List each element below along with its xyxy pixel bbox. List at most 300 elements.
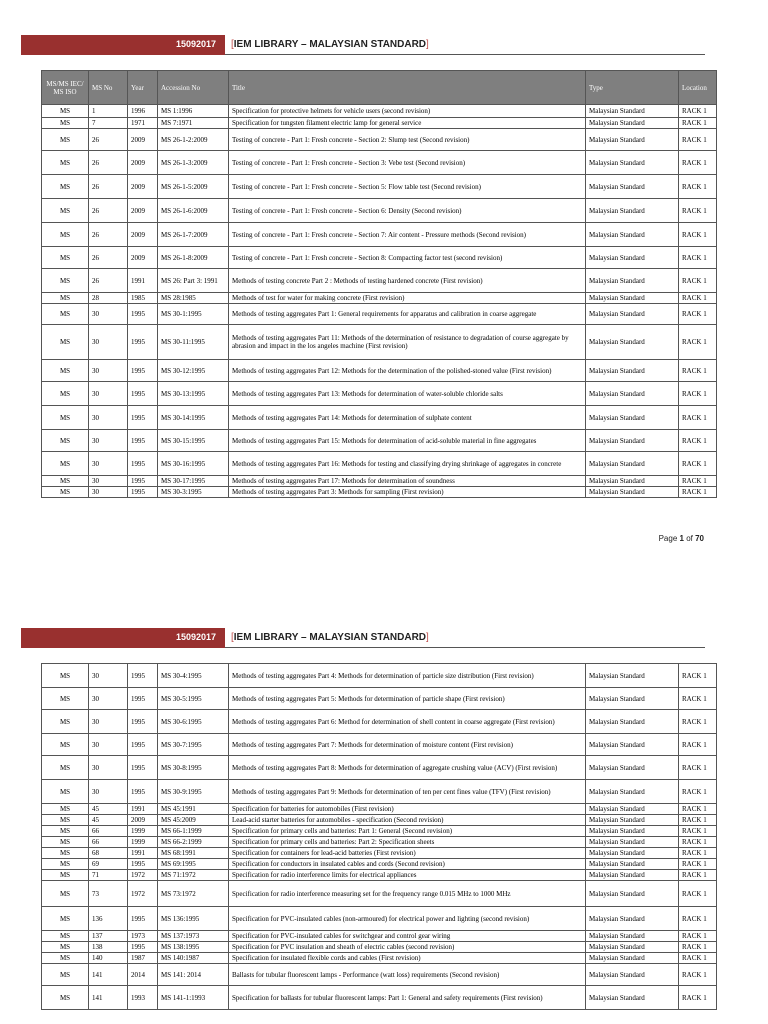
table-row — [42, 664, 717, 688]
table-row — [42, 815, 717, 826]
cell-title: Methods of testing aggregates Part 7: Methods for determination of moisture content (First revision) — [229, 734, 586, 756]
cell-ms-no: 141 — [89, 964, 128, 986]
cell-ms-no: 30 — [89, 430, 128, 452]
cell-title: Methods of testing aggregates Part 16: Methods for testing and classifying drying shrinkage of aggregates in concrete — [229, 452, 586, 476]
cell-type: Malaysian Standard — [586, 247, 679, 269]
cell-accession-no: MS 141: 2014 — [158, 964, 229, 986]
cell-ms-type: MS — [42, 848, 89, 859]
cell-location: RACK 1 — [679, 664, 717, 688]
cell-accession-no: MS 26-1-3:2009 — [158, 151, 229, 175]
header-code: 15092017 — [176, 632, 217, 642]
cell-ms-no: 30 — [89, 780, 128, 804]
cell-ms-type: MS — [42, 223, 89, 247]
cell-ms-type: MS — [42, 293, 89, 304]
cell-accession-no: MS 30-4:1995 — [158, 664, 229, 688]
cell-location: RACK 1 — [679, 859, 717, 870]
cell-ms-type: MS — [42, 804, 89, 815]
cell-ms-type: MS — [42, 964, 89, 986]
cell-type: Malaysian Standard — [586, 953, 679, 964]
col-header: Accession No — [158, 71, 229, 105]
cell-year: 1995 — [128, 476, 158, 487]
cell-type: Malaysian Standard — [586, 151, 679, 175]
cell-accession-no: MS 30-5:1995 — [158, 688, 229, 710]
cell-year: 1996 — [128, 105, 158, 118]
cell-accession-no: MS 30-11:1995 — [158, 325, 229, 360]
cell-title: Specification for tungsten filament electric lamp for general service — [229, 118, 586, 129]
cell-year: 1993 — [128, 986, 158, 1010]
cell-type: Malaysian Standard — [586, 487, 679, 498]
cell-accession-no: MS 138:1995 — [158, 942, 229, 953]
cell-accession-no: MS 30-9:1995 — [158, 780, 229, 804]
cell-ms-no: 7 — [89, 118, 128, 129]
cell-accession-no: MS 30-17:1995 — [158, 476, 229, 487]
cell-title: Methods of testing aggregates Part 1: General requirements for apparatus and calibration in coarse aggregate — [229, 304, 586, 325]
cell-location: RACK 1 — [679, 199, 717, 223]
cell-year: 2009 — [128, 151, 158, 175]
cell-year: 1987 — [128, 953, 158, 964]
cell-ms-type: MS — [42, 199, 89, 223]
cell-type: Malaysian Standard — [586, 848, 679, 859]
cell-ms-type: MS — [42, 756, 89, 780]
cell-year: 2009 — [128, 223, 158, 247]
cell-ms-no: 30 — [89, 756, 128, 780]
cell-title: Methods of testing concrete Part 2 : Methods of testing hardened concrete (First revision) — [229, 269, 586, 293]
cell-location: RACK 1 — [679, 487, 717, 498]
table-row — [42, 953, 717, 964]
cell-type: Malaysian Standard — [586, 452, 679, 476]
cell-ms-no: 26 — [89, 175, 128, 199]
cell-location: RACK 1 — [679, 269, 717, 293]
table-row — [42, 804, 717, 815]
cell-ms-type: MS — [42, 151, 89, 175]
cell-accession-no: MS 30-8:1995 — [158, 756, 229, 780]
cell-title: Specification for PVC insulation and sheath of electric cables (second revision) — [229, 942, 586, 953]
cell-ms-type: MS — [42, 953, 89, 964]
cell-year: 1995 — [128, 487, 158, 498]
cell-accession-no: MS 66-1:1999 — [158, 826, 229, 837]
cell-type: Malaysian Standard — [586, 826, 679, 837]
cell-title: Specification for containers for lead-acid batteries (First revision) — [229, 848, 586, 859]
cell-ms-type: MS — [42, 837, 89, 848]
cell-year: 1995 — [128, 688, 158, 710]
cell-title: Lead-acid starter batteries for automobiles - specification (Second revision) — [229, 815, 586, 826]
cell-title: Specification for PVC-insulated cables (non-armoured) for electrical power and lighting (second revision) — [229, 907, 586, 931]
cell-type: Malaysian Standard — [586, 907, 679, 931]
cell-ms-type: MS — [42, 986, 89, 1010]
cell-location: RACK 1 — [679, 304, 717, 325]
cell-accession-no: MS 69:1995 — [158, 859, 229, 870]
col-header: Location — [679, 71, 717, 105]
cell-ms-type: MS — [42, 129, 89, 151]
table-row — [42, 780, 717, 804]
cell-type: Malaysian Standard — [586, 293, 679, 304]
cell-year: 1995 — [128, 942, 158, 953]
cell-ms-no: 66 — [89, 826, 128, 837]
cell-title: Specification for PVC-insulated cables for switchgear and control gear wiring — [229, 931, 586, 942]
cell-type: Malaysian Standard — [586, 804, 679, 815]
cell-title: Methods of test for water for making concrete (First revision) — [229, 293, 586, 304]
cell-ms-no: 30 — [89, 664, 128, 688]
table-row — [42, 848, 717, 859]
cell-ms-type: MS — [42, 881, 89, 907]
cell-location: RACK 1 — [679, 223, 717, 247]
cell-year: 1991 — [128, 804, 158, 815]
table-row — [42, 734, 717, 756]
cell-type: Malaysian Standard — [586, 942, 679, 953]
header-title-wrap: [IEM LIBRARY – MALAYSIAN STANDARD] — [231, 39, 429, 50]
cell-accession-no: MS 141-1:1993 — [158, 986, 229, 1010]
cell-title: Methods of testing aggregates Part 12: Methods for the determination of the polished-stoned value (First revision) — [229, 360, 586, 382]
cell-title: Specification for batteries for automobiles (First revision) — [229, 804, 586, 815]
cell-title: Methods of testing aggregates Part 3: Methods for sampling (First revision) — [229, 487, 586, 498]
col-header: Year — [128, 71, 158, 105]
cell-year: 1985 — [128, 293, 158, 304]
cell-type: Malaysian Standard — [586, 964, 679, 986]
cell-ms-type: MS — [42, 826, 89, 837]
cell-year: 2009 — [128, 815, 158, 826]
cell-title: Specification for conductors in insulated cables and cords (Second revision) — [229, 859, 586, 870]
cell-year: 1995 — [128, 756, 158, 780]
table-row — [42, 756, 717, 780]
table-row — [42, 710, 717, 734]
cell-accession-no: MS 26-1-8:2009 — [158, 247, 229, 269]
cell-year: 1995 — [128, 325, 158, 360]
cell-location: RACK 1 — [679, 931, 717, 942]
col-header: Type — [586, 71, 679, 105]
cell-ms-no: 30 — [89, 382, 128, 406]
cell-location: RACK 1 — [679, 734, 717, 756]
page-header — [21, 628, 705, 649]
cell-type: Malaysian Standard — [586, 406, 679, 430]
cell-accession-no: MS 45:2009 — [158, 815, 229, 826]
cell-ms-type: MS — [42, 907, 89, 931]
cell-ms-no: 30 — [89, 487, 128, 498]
cell-type: Malaysian Standard — [586, 430, 679, 452]
cell-location: RACK 1 — [679, 247, 717, 269]
cell-accession-no: MS 30-1:1995 — [158, 304, 229, 325]
cell-ms-type: MS — [42, 452, 89, 476]
table-row — [42, 870, 717, 881]
header-title: IEM LIBRARY – MALAYSIAN STANDARD — [233, 39, 427, 50]
cell-accession-no: MS 30-3:1995 — [158, 487, 229, 498]
cell-location: RACK 1 — [679, 815, 717, 826]
cell-type: Malaysian Standard — [586, 360, 679, 382]
cell-ms-no: 69 — [89, 859, 128, 870]
cell-ms-no: 30 — [89, 734, 128, 756]
cell-ms-no: 45 — [89, 815, 128, 826]
cell-year: 1972 — [128, 881, 158, 907]
cell-type: Malaysian Standard — [586, 304, 679, 325]
cell-location: RACK 1 — [679, 710, 717, 734]
cell-type: Malaysian Standard — [586, 837, 679, 848]
cell-location: RACK 1 — [679, 151, 717, 175]
cell-location: RACK 1 — [679, 756, 717, 780]
header-title-wrap: [IEM LIBRARY – MALAYSIAN STANDARD] — [231, 632, 429, 643]
cell-title: Ballasts for tubular fluorescent lamps - Performance (watt loss) requirements (Second revision) — [229, 964, 586, 986]
cell-location: RACK 1 — [679, 129, 717, 151]
cell-ms-no: 30 — [89, 688, 128, 710]
cell-ms-no: 26 — [89, 129, 128, 151]
cell-type: Malaysian Standard — [586, 325, 679, 360]
cell-ms-type: MS — [42, 859, 89, 870]
cell-year: 1999 — [128, 826, 158, 837]
cell-ms-type: MS — [42, 247, 89, 269]
cell-type: Malaysian Standard — [586, 931, 679, 942]
cell-accession-no: MS 26: Part 3: 1991 — [158, 269, 229, 293]
cell-ms-no: 30 — [89, 304, 128, 325]
table-row — [42, 942, 717, 953]
cell-ms-type: MS — [42, 360, 89, 382]
table-row — [42, 931, 717, 942]
header-title: IEM LIBRARY – MALAYSIAN STANDARD — [233, 632, 427, 643]
cell-title: Testing of concrete - Part 1: Fresh concrete - Section 8: Compacting factor test (second revision) — [229, 247, 586, 269]
cell-location: RACK 1 — [679, 964, 717, 986]
cell-ms-no: 30 — [89, 406, 128, 430]
cell-accession-no: MS 7:1971 — [158, 118, 229, 129]
cell-type: Malaysian Standard — [586, 129, 679, 151]
cell-ms-type: MS — [42, 325, 89, 360]
cell-location: RACK 1 — [679, 870, 717, 881]
cell-ms-no: 30 — [89, 360, 128, 382]
cell-type: Malaysian Standard — [586, 382, 679, 406]
cell-type: Malaysian Standard — [586, 223, 679, 247]
cell-location: RACK 1 — [679, 452, 717, 476]
cell-title: Specification for insulated flexible cords and cables (First revision) — [229, 953, 586, 964]
cell-ms-type: MS — [42, 931, 89, 942]
cell-type: Malaysian Standard — [586, 734, 679, 756]
cell-year: 1995 — [128, 780, 158, 804]
cell-location: RACK 1 — [679, 780, 717, 804]
cell-title: Specification for primary cells and batteries: Part 2: Specification sheets — [229, 837, 586, 848]
cell-year: 1995 — [128, 907, 158, 931]
cell-ms-no: 30 — [89, 476, 128, 487]
cell-location: RACK 1 — [679, 837, 717, 848]
cell-ms-type: MS — [42, 664, 89, 688]
cell-accession-no: MS 28:1985 — [158, 293, 229, 304]
cell-title: Specification for primary cells and batteries: Part 1: General (Second revision) — [229, 826, 586, 837]
cell-ms-type: MS — [42, 406, 89, 430]
cell-ms-type: MS — [42, 870, 89, 881]
cell-ms-type: MS — [42, 487, 89, 498]
cell-ms-no: 137 — [89, 931, 128, 942]
cell-ms-type: MS — [42, 476, 89, 487]
cell-location: RACK 1 — [679, 826, 717, 837]
cell-title: Specification for radio interference limits for electrical appliances — [229, 870, 586, 881]
cell-accession-no: MS 73:1972 — [158, 881, 229, 907]
cell-accession-no: MS 30-7:1995 — [158, 734, 229, 756]
cell-year: 1991 — [128, 848, 158, 859]
cell-year: 1995 — [128, 360, 158, 382]
cell-type: Malaysian Standard — [586, 756, 679, 780]
cell-title: Specification for protective helmets for vehicle users (second revision) — [229, 105, 586, 118]
cell-year: 1972 — [128, 870, 158, 881]
cell-year: 1995 — [128, 664, 158, 688]
cell-title: Testing of concrete - Part 1: Fresh concrete - Section 6: Density (Second revision) — [229, 199, 586, 223]
cell-year: 1995 — [128, 382, 158, 406]
cell-ms-type: MS — [42, 175, 89, 199]
cell-type: Malaysian Standard — [586, 664, 679, 688]
cell-location: RACK 1 — [679, 382, 717, 406]
cell-ms-no: 66 — [89, 837, 128, 848]
cell-title: Methods of testing aggregates Part 13: Methods for determination of water-soluble chloride salts — [229, 382, 586, 406]
cell-year: 1971 — [128, 118, 158, 129]
cell-location: RACK 1 — [679, 476, 717, 487]
cell-accession-no: MS 66-2:1999 — [158, 837, 229, 848]
cell-accession-no: MS 30-16:1995 — [158, 452, 229, 476]
cell-location: RACK 1 — [679, 804, 717, 815]
col-header: Title — [229, 71, 586, 105]
cell-title: Testing of concrete - Part 1: Fresh concrete - Section 2: Slump test (Second revision) — [229, 129, 586, 151]
cell-accession-no: MS 136:1995 — [158, 907, 229, 931]
cell-title: Methods of testing aggregates Part 6: Method for determination of shell content in coarse aggregate (First revision) — [229, 710, 586, 734]
cell-ms-type: MS — [42, 118, 89, 129]
cell-ms-no: 30 — [89, 452, 128, 476]
cell-type: Malaysian Standard — [586, 105, 679, 118]
cell-ms-type: MS — [42, 269, 89, 293]
cell-ms-no: 30 — [89, 710, 128, 734]
cell-ms-type: MS — [42, 304, 89, 325]
cell-title: Specification for radio interference measuring set for the frequency range 0.015 MHz to 1000 MHz — [229, 881, 586, 907]
cell-location: RACK 1 — [679, 430, 717, 452]
cell-title: Methods of testing aggregates Part 14: Methods for determination of sulphate content — [229, 406, 586, 430]
cell-year: 1995 — [128, 304, 158, 325]
cell-title: Testing of concrete - Part 1: Fresh concrete - Section 3: Vebe test (Second revision) — [229, 151, 586, 175]
cell-location: RACK 1 — [679, 907, 717, 931]
cell-title: Testing of concrete - Part 1: Fresh concrete - Section 5: Flow table test (Second revision) — [229, 175, 586, 199]
cell-year: 1999 — [128, 837, 158, 848]
cell-title: Testing of concrete - Part 1: Fresh concrete - Section 7: Air content - Pressure methods (Second revision) — [229, 223, 586, 247]
cell-year: 1995 — [128, 430, 158, 452]
col-header: MS No — [89, 71, 128, 105]
cell-location: RACK 1 — [679, 881, 717, 907]
cell-year: 2014 — [128, 964, 158, 986]
cell-accession-no: MS 71:1972 — [158, 870, 229, 881]
cell-title: Methods of testing aggregates Part 17: Methods for determination of soundness — [229, 476, 586, 487]
cell-location: RACK 1 — [679, 325, 717, 360]
cell-title: Methods of testing aggregates Part 9: Methods for determination of ten per cent fines value (TFV) (First revision) — [229, 780, 586, 804]
cell-location: RACK 1 — [679, 118, 717, 129]
cell-type: Malaysian Standard — [586, 688, 679, 710]
cell-year: 2009 — [128, 199, 158, 223]
cell-accession-no: MS 26-1-7:2009 — [158, 223, 229, 247]
cell-type: Malaysian Standard — [586, 175, 679, 199]
cell-type: Malaysian Standard — [586, 986, 679, 1010]
cell-type: Malaysian Standard — [586, 859, 679, 870]
cell-ms-no: 136 — [89, 907, 128, 931]
cell-title: Methods of testing aggregates Part 4: Methods for determination of particle size distribution (First revision) — [229, 664, 586, 688]
cell-accession-no: MS 26-1-6:2009 — [158, 199, 229, 223]
cell-year: 1995 — [128, 452, 158, 476]
cell-location: RACK 1 — [679, 953, 717, 964]
cell-type: Malaysian Standard — [586, 881, 679, 907]
cell-accession-no: MS 30-15:1995 — [158, 430, 229, 452]
cell-title: Methods of testing aggregates Part 15: Methods for determination of acid-soluble material in fine aggregates — [229, 430, 586, 452]
cell-year: 2009 — [128, 247, 158, 269]
cell-year: 2009 — [128, 129, 158, 151]
cell-type: Malaysian Standard — [586, 199, 679, 223]
col-header: MS/MS IEC/ MS ISO — [42, 71, 89, 105]
header-rule — [225, 647, 705, 648]
cell-ms-type: MS — [42, 780, 89, 804]
table-row — [42, 881, 717, 907]
cell-ms-no: 30 — [89, 325, 128, 360]
table-row — [42, 826, 717, 837]
cell-type: Malaysian Standard — [586, 710, 679, 734]
cell-location: RACK 1 — [679, 942, 717, 953]
cell-ms-type: MS — [42, 105, 89, 118]
cell-ms-type: MS — [42, 710, 89, 734]
cell-accession-no: MS 137:1973 — [158, 931, 229, 942]
cell-ms-type: MS — [42, 815, 89, 826]
cell-accession-no: MS 30-13:1995 — [158, 382, 229, 406]
cell-ms-type: MS — [42, 688, 89, 710]
cell-ms-no: 1 — [89, 105, 128, 118]
cell-ms-no: 26 — [89, 247, 128, 269]
cell-ms-no: 45 — [89, 804, 128, 815]
cell-accession-no: MS 26-1-2:2009 — [158, 129, 229, 151]
table-row — [42, 964, 717, 986]
cell-type: Malaysian Standard — [586, 870, 679, 881]
cell-year: 1995 — [128, 859, 158, 870]
cell-title: Methods of testing aggregates Part 8: Methods for determination of aggregate crushing value (ACV) (First revision) — [229, 756, 586, 780]
cell-ms-no: 26 — [89, 223, 128, 247]
cell-year: 1973 — [128, 931, 158, 942]
cell-location: RACK 1 — [679, 360, 717, 382]
cell-year: 1995 — [128, 734, 158, 756]
cell-accession-no: MS 30-14:1995 — [158, 406, 229, 430]
cell-ms-no: 26 — [89, 269, 128, 293]
cell-location: RACK 1 — [679, 688, 717, 710]
cell-accession-no: MS 26-1-5:2009 — [158, 175, 229, 199]
cell-type: Malaysian Standard — [586, 118, 679, 129]
cell-accession-no: MS 30-6:1995 — [158, 710, 229, 734]
cell-year: 1991 — [128, 269, 158, 293]
table-row — [42, 837, 717, 848]
cell-ms-type: MS — [42, 942, 89, 953]
cell-ms-no: 140 — [89, 953, 128, 964]
cell-year: 1995 — [128, 406, 158, 430]
table-row — [42, 859, 717, 870]
cell-accession-no: MS 140:1987 — [158, 953, 229, 964]
cell-type: Malaysian Standard — [586, 269, 679, 293]
cell-type: Malaysian Standard — [586, 780, 679, 804]
cell-location: RACK 1 — [679, 105, 717, 118]
page-footer: Page 1 of 70 — [658, 534, 704, 543]
cell-ms-no: 26 — [89, 199, 128, 223]
table-row — [42, 907, 717, 931]
cell-accession-no: MS 45:1991 — [158, 804, 229, 815]
cell-ms-type: MS — [42, 382, 89, 406]
cell-location: RACK 1 — [679, 986, 717, 1010]
cell-location: RACK 1 — [679, 848, 717, 859]
cell-accession-no: MS 68:1991 — [158, 848, 229, 859]
cell-type: Malaysian Standard — [586, 476, 679, 487]
cell-ms-type: MS — [42, 734, 89, 756]
cell-ms-no: 26 — [89, 151, 128, 175]
header-code: 15092017 — [176, 39, 217, 49]
cell-ms-no: 71 — [89, 870, 128, 881]
cell-accession-no: MS 30-12:1995 — [158, 360, 229, 382]
table-row — [42, 986, 717, 1010]
page-total: 70 — [695, 534, 704, 543]
cell-ms-no: 73 — [89, 881, 128, 907]
cell-location: RACK 1 — [679, 406, 717, 430]
cell-ms-no: 68 — [89, 848, 128, 859]
cell-title: Specification for ballasts for tubular fluorescent lamps: Part 1: General and safety requirements (First revision) — [229, 986, 586, 1010]
table-row — [42, 688, 717, 710]
standards-table — [41, 663, 717, 1010]
cell-accession-no: MS 1:1996 — [158, 105, 229, 118]
